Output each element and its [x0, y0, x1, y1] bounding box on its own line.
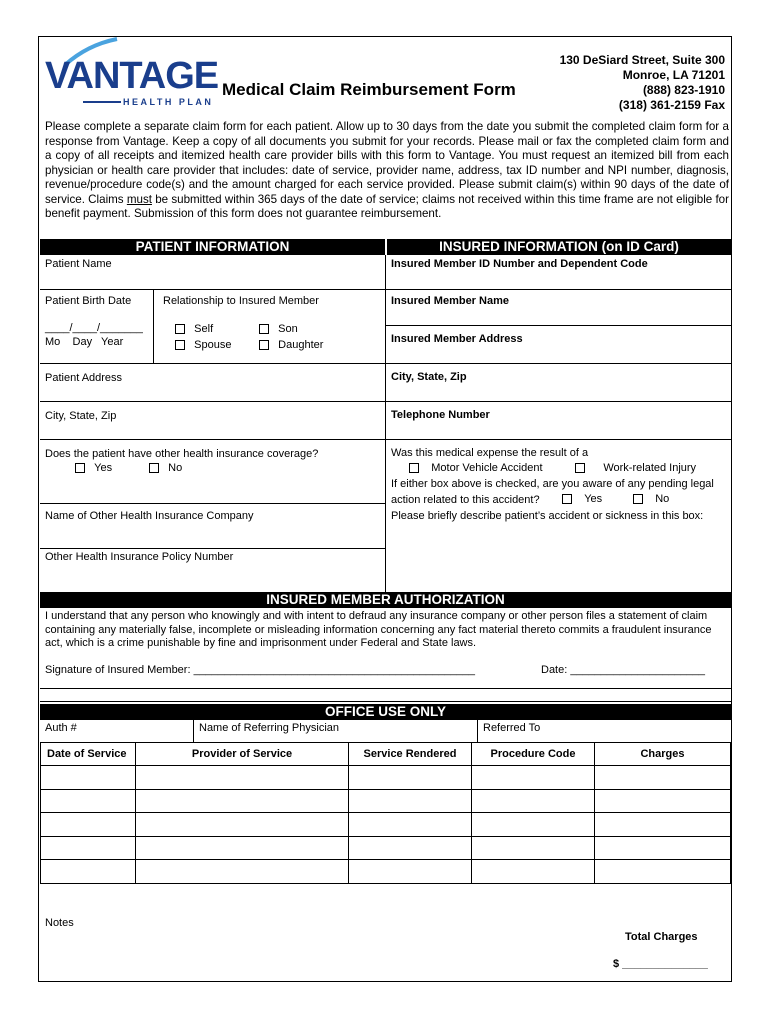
notes-label: Notes	[45, 917, 74, 929]
table-row	[41, 813, 731, 837]
spouse-checkbox[interactable]	[175, 340, 185, 350]
son-label: Son	[278, 323, 298, 335]
motor-vehicle-option	[409, 462, 543, 474]
phone-number: (888) 823-1910	[642, 83, 725, 97]
legal-question-line1: If either box above is checked, are you aware of any pending legal	[391, 478, 714, 490]
claim-form	[38, 36, 732, 982]
patient-info-header: PATIENT INFORMATION	[40, 239, 385, 255]
table-row	[41, 836, 731, 860]
col-service-rendered: Service Rendered	[349, 743, 472, 766]
rule	[385, 363, 731, 364]
date-field[interactable]: Date: ______________________	[541, 664, 705, 676]
rule	[193, 720, 194, 742]
birth-date-field[interactable]: ____/____/_______	[45, 322, 143, 334]
rule	[40, 439, 385, 440]
work-injury-label: Work-related Injury	[603, 462, 697, 474]
other-company-label: Name of Other Health Insurance Company	[45, 510, 254, 522]
insured-city-label: City, State, Zip	[391, 371, 467, 383]
work-injury-checkbox[interactable]	[575, 463, 585, 473]
coverage-no-label: No	[168, 462, 183, 474]
coverage-yes-label: Yes	[94, 462, 113, 474]
rule	[385, 439, 731, 440]
insured-name-label: Insured Member Name	[391, 295, 509, 307]
intro-text-a: Please complete a separate claim form for each patient. Allow up to 30 days from the date you submit the completed claim form for a response from Vantage. Keep a copy of all documents you submit for your records. Please mail or fax the completed claim form and a copy of all receipts and itemized health care provider bills with this form to Vantage. You must request an itemized bill from each physician or health care provider that includes: date of service, provider name, address, tax ID number and NPI number, diagnosis, revenue/procedure code(s) and the amount charged for each service provided. Please submit claim(s) within 90 days of the date of service. Claims	[45, 120, 729, 206]
other-coverage-question: Does the patient have other health insurance coverage?	[45, 448, 319, 460]
work-injury-option	[575, 462, 696, 474]
rule	[40, 688, 731, 689]
auth-number-label: Auth #	[45, 722, 77, 734]
rule	[40, 363, 385, 364]
spouse-label: Spouse	[194, 339, 232, 351]
describe-label: Please briefly describe patient’s accident or sickness in this box:	[391, 510, 704, 522]
motor-vehicle-label: Motor Vehicle Accident	[431, 462, 543, 474]
table-row	[41, 766, 731, 790]
expense-question: Was this medical expense the result of a	[391, 447, 589, 459]
rule	[477, 720, 478, 742]
fax-number: (318) 361-2159 Fax	[618, 98, 725, 112]
daughter-label: Daughter	[278, 339, 324, 351]
legal-yes-label: Yes	[584, 493, 603, 505]
legal-yes-checkbox[interactable]	[562, 494, 572, 504]
self-option	[175, 323, 213, 335]
table-header-row	[41, 743, 731, 766]
col-date-of-service: Date of Service	[41, 743, 136, 766]
rule	[40, 503, 385, 504]
intro-text-b: be submitted within 365 days of the date of service; claims not received within this time frame are not eligible for benefit payment. Submission of this form does not guarantee reimbursement.	[45, 192, 729, 220]
table-row	[41, 789, 731, 813]
signature-field[interactable]: Signature of Insured Member: ______________________________________________	[45, 664, 475, 676]
rule	[385, 401, 731, 402]
daughter-checkbox[interactable]	[259, 340, 269, 350]
office-use-header: OFFICE USE ONLY	[40, 704, 731, 720]
self-checkbox[interactable]	[175, 324, 185, 334]
instructions-paragraph	[45, 120, 729, 222]
rule	[385, 325, 731, 326]
motor-vehicle-checkbox[interactable]	[409, 463, 419, 473]
rule	[40, 401, 385, 402]
patient-name-label: Patient Name	[45, 258, 112, 270]
legal-no-checkbox[interactable]	[633, 494, 643, 504]
address-line1: 130 DeSiard Street, Suite 300	[559, 53, 725, 67]
legal-question-line2: action related to this accident?	[391, 494, 540, 506]
address-line2: Monroe, LA 71201	[622, 68, 725, 82]
referring-physician-label: Name of Referring Physician	[199, 722, 340, 734]
insured-id-label: Insured Member ID Number and Dependent Code	[391, 258, 648, 270]
intro-must: must	[126, 192, 152, 206]
relationship-label: Relationship to Insured Member	[163, 295, 319, 307]
total-charges-field[interactable]: $ ______________	[613, 958, 708, 970]
insured-address-label: Insured Member Address	[391, 333, 523, 345]
other-policy-label: Other Health Insurance Policy Number	[45, 551, 234, 563]
daughter-option	[259, 339, 323, 351]
legal-yes-option	[562, 493, 602, 505]
referred-to-label: Referred To	[483, 722, 541, 734]
coverage-no-checkbox[interactable]	[149, 463, 159, 473]
column-divider	[385, 255, 386, 601]
contact-address	[560, 53, 725, 113]
rule	[40, 548, 385, 549]
spouse-option	[175, 339, 231, 351]
rule	[40, 701, 731, 702]
legal-no-label: No	[655, 493, 670, 505]
form-title: Medical Claim Reimbursement Form	[222, 80, 516, 99]
patient-city-label: City, State, Zip	[45, 410, 117, 422]
authorization-header: INSURED MEMBER AUTHORIZATION	[40, 592, 731, 608]
col-procedure-code: Procedure Code	[472, 743, 595, 766]
insured-info-header: INSURED INFORMATION (on ID Card)	[387, 239, 731, 255]
rule	[385, 289, 731, 290]
col-charges: Charges	[595, 743, 731, 766]
vantage-logo: VANTAGE	[45, 55, 219, 97]
legal-no-option	[633, 493, 669, 505]
son-checkbox[interactable]	[259, 324, 269, 334]
authorization-text: I understand that any person who knowingly and with intent to defraud any insurance company or other person files a statement of claim containing any materially false, incomplete or misleading information concerning any fact material thereto commits a fraudulent insurance act, which is a crime punishable by fine and imprisonment under Federal and State laws.	[45, 610, 712, 649]
rule	[153, 289, 154, 363]
birth-date-label: Patient Birth Date	[45, 295, 132, 307]
col-provider: Provider of Service	[136, 743, 349, 766]
self-label: Self	[194, 323, 214, 335]
table-row	[41, 860, 731, 884]
total-charges-label: Total Charges	[625, 931, 698, 943]
son-option	[259, 323, 298, 335]
coverage-yes-checkbox[interactable]	[75, 463, 85, 473]
logo-subtitle: HEALTH PLAN	[123, 97, 214, 107]
coverage-yes-option	[75, 462, 112, 474]
date-format-hint: Mo Day Year	[45, 336, 124, 348]
logo-divider	[83, 101, 121, 103]
coverage-no-option	[149, 462, 182, 474]
services-table	[40, 742, 731, 884]
insured-phone-label: Telephone Number	[391, 409, 490, 421]
patient-address-label: Patient Address	[45, 372, 123, 384]
rule	[40, 289, 385, 290]
